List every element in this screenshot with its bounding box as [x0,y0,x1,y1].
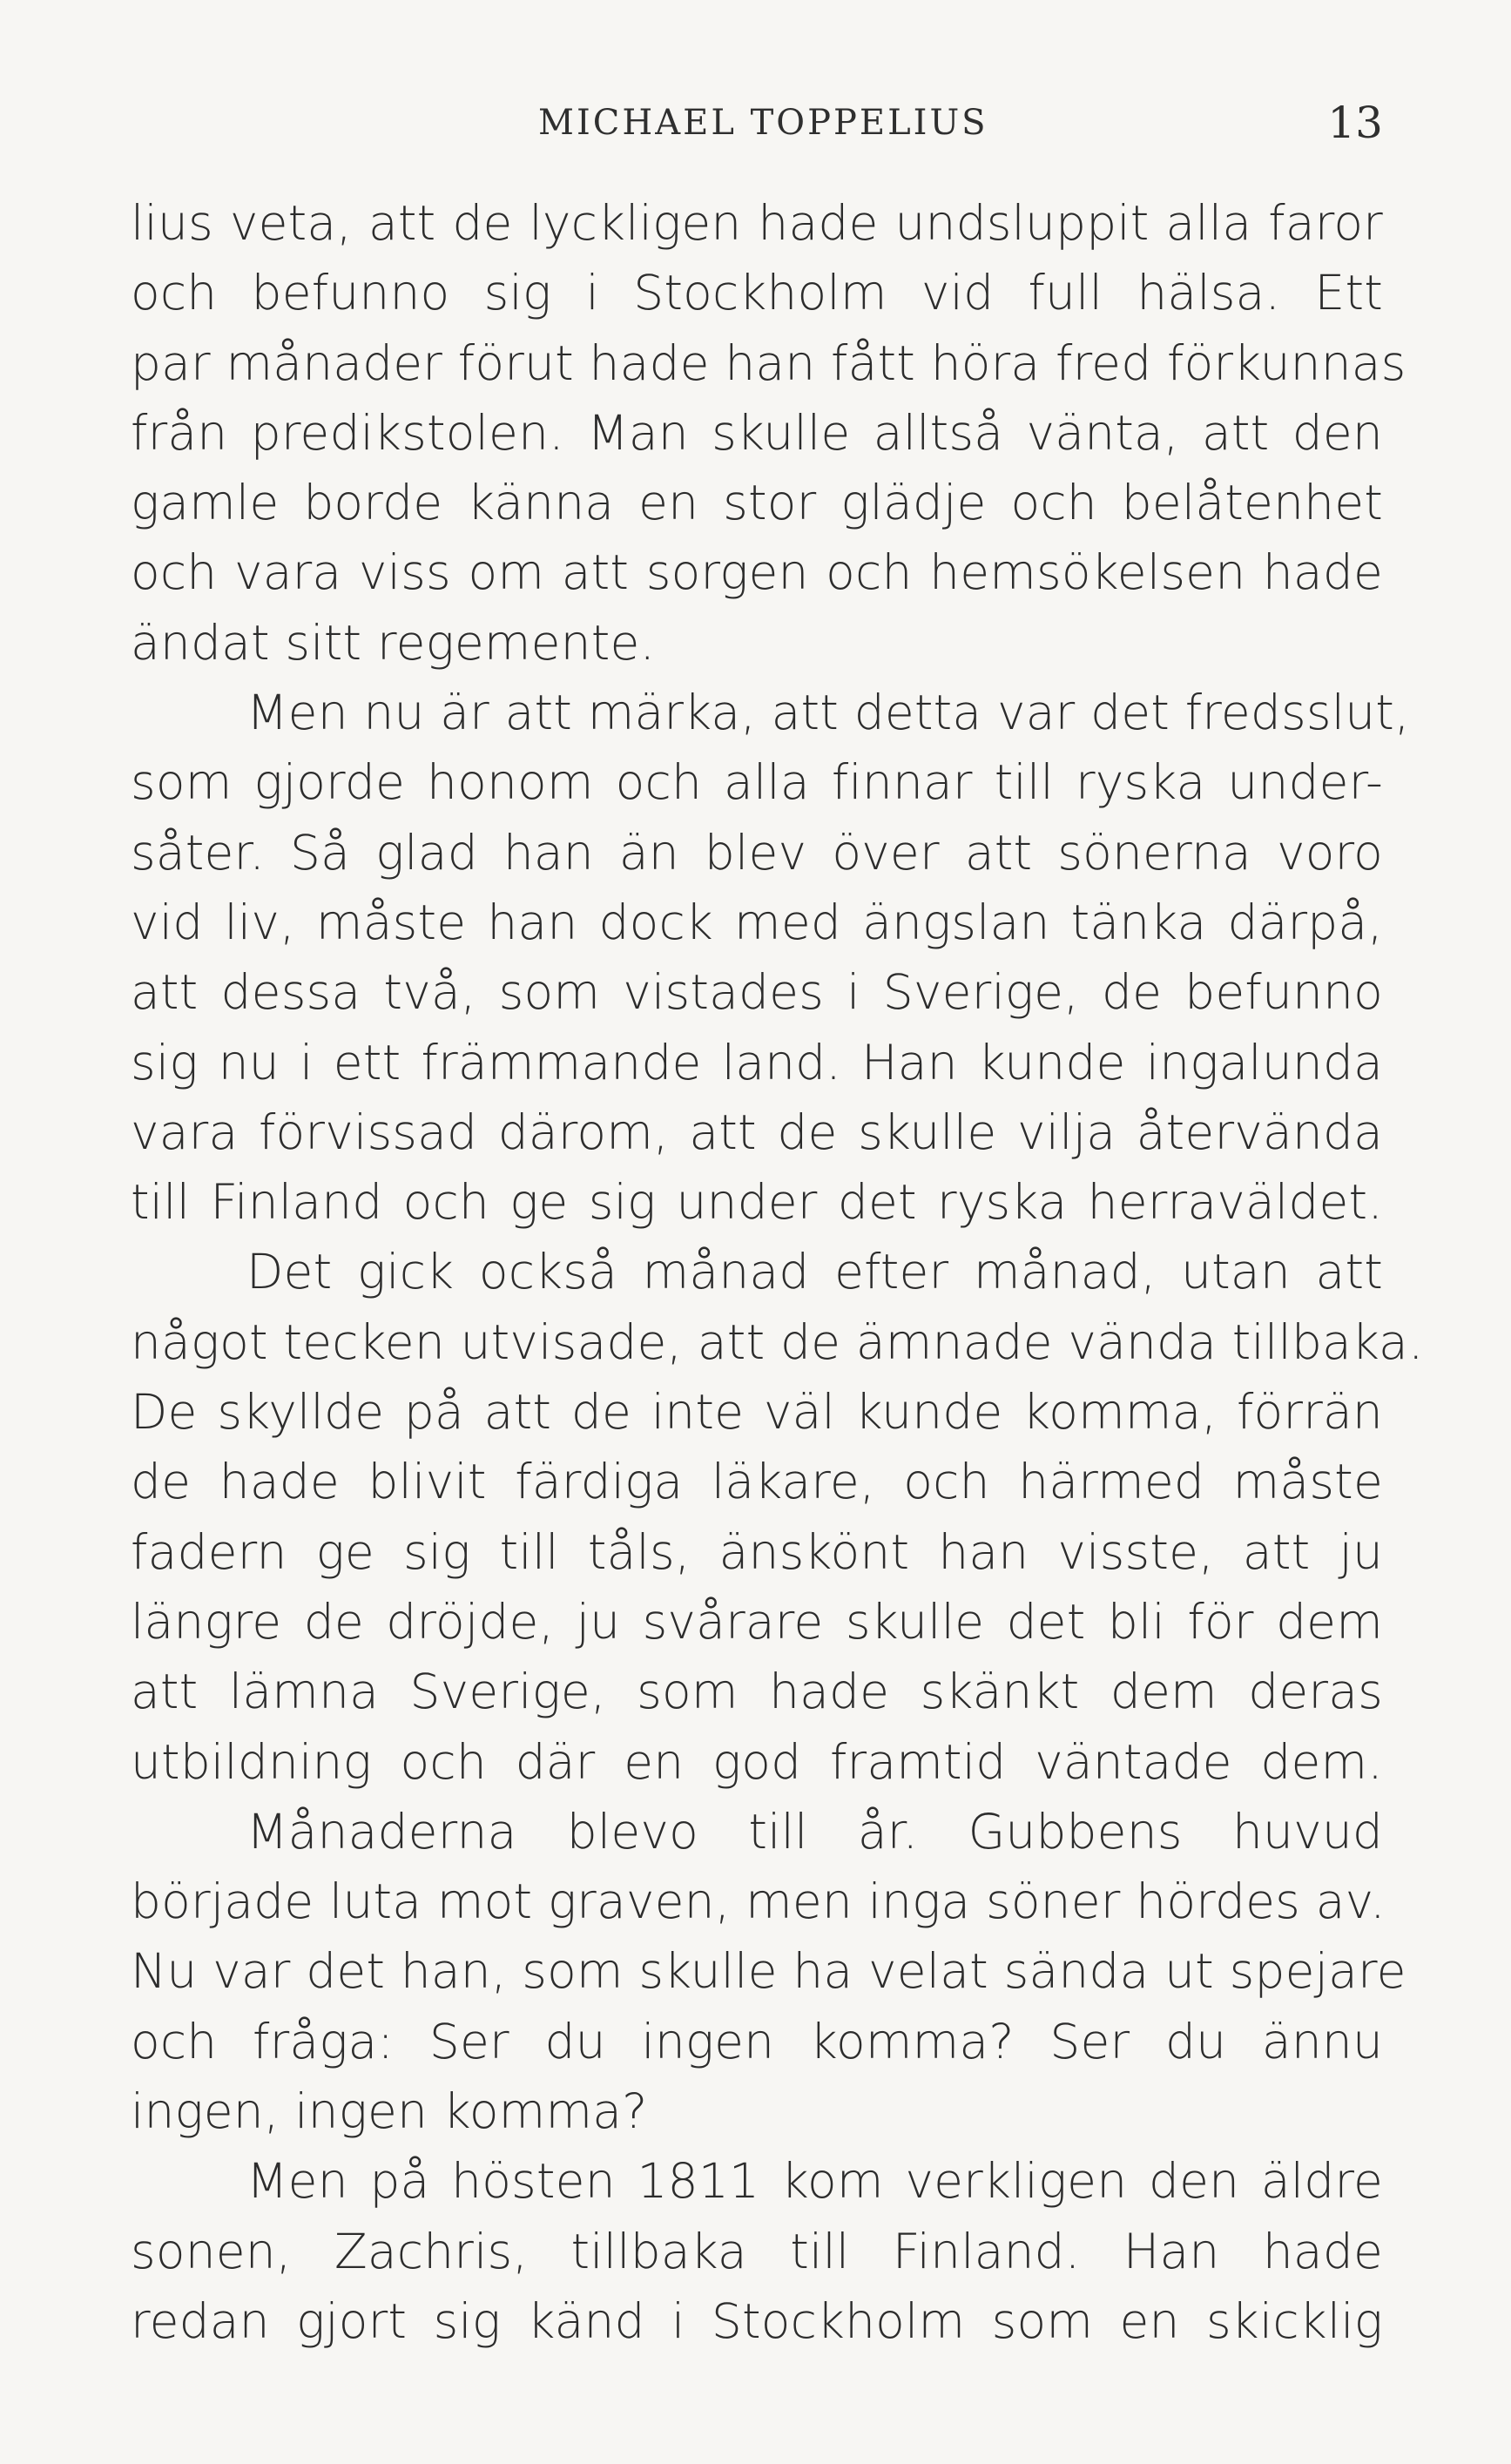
text-line: att lämna Sverige, som hade skänkt dem deras [131,1664,1383,1720]
text-line: längre de dröjde, ju svårare skulle det bli för dem [131,1593,1383,1650]
body-text [131,188,1424,2356]
text-line: ändat sitt regemente. [131,614,656,671]
text-line: Nu var det han, som skulle ha velat sända ut spejare [131,1943,1406,2000]
text-line: såter. Så glad han än blev över att sönerna voro [131,824,1383,881]
text-line: Men nu är att märka, att detta var det fredsslut, [246,685,1410,741]
text-line: De skyllde på att de inte väl kunde komma, förrän [131,1384,1383,1441]
text-line: vara förvissad därom, att de skulle vilja återvända [131,1104,1383,1160]
text-line: fadern ge sig till tåls, änskönt han visste, att ju [131,1523,1383,1580]
text-line: redan gjort sig känd i Stockholm som en skicklig [131,2292,1383,2349]
text-line: Det gick också månad efter månad, utan att [246,1244,1383,1300]
text-line: började luta mot graven, men inga söner hördes av. [131,1873,1386,1930]
text-line: och befunno sig i Stockholm vid full hälsa. Ett [131,265,1383,321]
running-head [131,98,1383,150]
text-line: till Finland och ge sig under det ryska herraväldet. [131,1174,1383,1231]
text-line: Men på hösten 1811 kom verkligen den äldre [246,2153,1383,2210]
text-line: från predikstolen. Man skulle alltså vänta, att den [131,404,1383,461]
text-line: sig nu i ett främmande land. Han kunde ingalunda [131,1034,1383,1090]
text-line: och vara viss om att sorgen och hemsökelsen hade [131,544,1383,601]
text-line: ingen, ingen komma? [131,2083,648,2140]
text-line: som gjorde honom och alla finnar till ryska under- [131,754,1383,811]
text-line: lius veta, att de lyckligen hade undsluppit alla faror [131,195,1383,251]
text-line: utbildning och där en god framtid väntade dem. [131,1733,1383,1790]
text-line: sonen, Zachris, tillbaka till Finland. Han hade [131,2223,1383,2279]
text-line: gamle borde känna en stor glädje och belåtenhet [131,475,1383,531]
text-line: och fråga: Ser du ingen komma? Ser du ännu [131,2013,1383,2069]
text-line: vid liv, måste han dock med ängslan tänka därpå, [131,894,1383,950]
text-line: de hade blivit färdiga läkare, och härmed måste [131,1454,1383,1510]
page-number: 13 [1327,98,1383,148]
text-line: Månaderna blevo till år. Gubbens huvud [246,1803,1383,1860]
text-line: par månader förut hade han fått höra fred förkunnas [131,334,1406,391]
text-line: att dessa två, som vistades i Sverige, de befunno [131,964,1383,1021]
running-title: MICHAEL TOPPELIUS [538,103,988,143]
text-line: något tecken utvisade, att de ämnade vända tillbaka. [131,1313,1424,1370]
